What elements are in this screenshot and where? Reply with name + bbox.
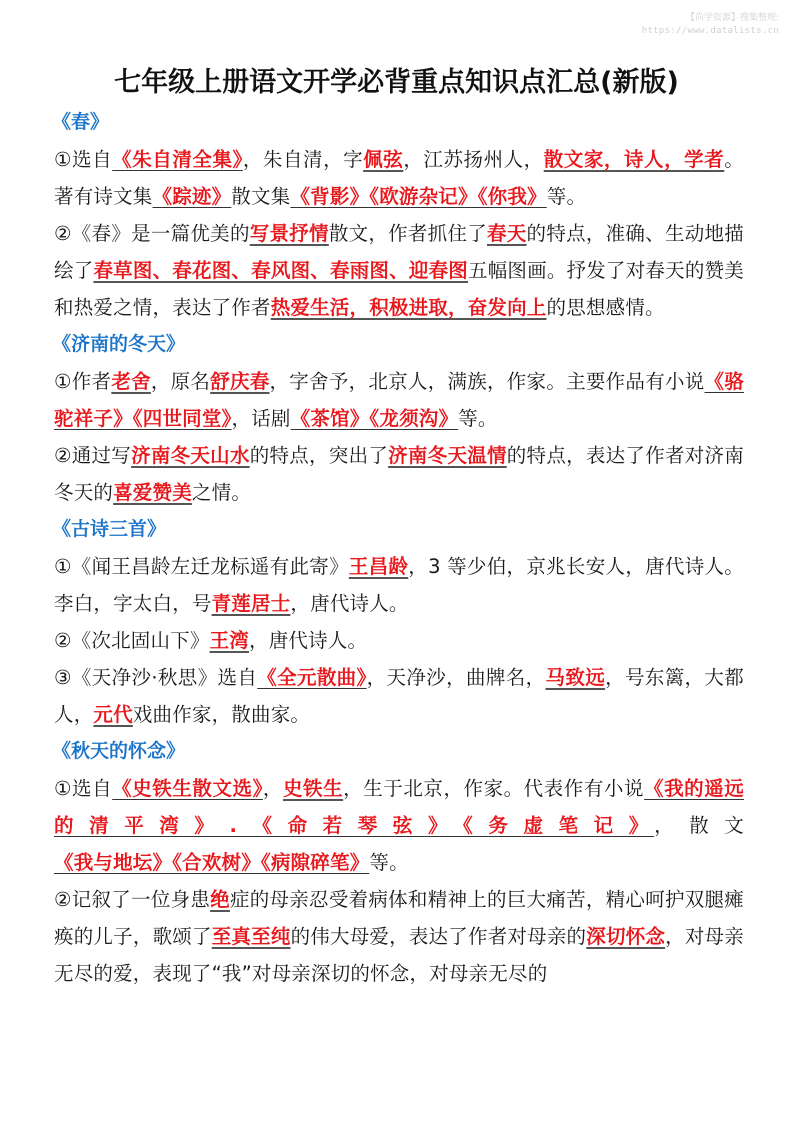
key-term: 散文家，诗人，学者	[543, 148, 725, 171]
watermark	[642, 12, 779, 38]
body-text: ①《闻王昌龄左迁龙标遥有此寄》	[54, 555, 349, 578]
key-term: 喜爱赞美	[113, 481, 192, 504]
body-text: ②记叙了一位身患	[54, 888, 211, 911]
knowledge-paragraph	[54, 659, 744, 733]
watermark-source: 【尚学资源】搜集整理:	[685, 13, 779, 23]
body-text: ，3 等少伯，京兆长安人，唐代诗人。李白，字太白，号	[54, 555, 744, 615]
key-term: 《史铁生散文选》	[112, 777, 263, 800]
body-text: 的思想感情。	[546, 296, 665, 319]
body-text: 。著有诗文集	[54, 148, 744, 208]
body-text: 散文，作者抓住了	[328, 222, 487, 245]
key-term: 王昌龄	[348, 555, 409, 578]
body-text: ②《春》是一篇优美的	[54, 222, 250, 245]
fill-blank	[112, 777, 263, 800]
body-text: ，天净沙，曲牌名，	[366, 666, 546, 689]
key-term: 《踪迹》	[152, 185, 232, 208]
fill-blank	[290, 185, 546, 208]
body-text: ，	[262, 777, 283, 800]
knowledge-paragraph	[54, 437, 744, 511]
body-text: ①作者	[54, 370, 112, 393]
body-text: 之情。	[191, 481, 252, 504]
body-text: ，字舍予，北京人，满族，作家。主要作品有小说	[269, 370, 705, 393]
key-term: 元代	[93, 703, 133, 726]
section-heading: 《古诗三首》	[52, 518, 167, 540]
key-term: 舒庆春	[210, 370, 270, 393]
section-heading: 《春》	[52, 111, 110, 133]
section-heading: 《济南的冬天》	[52, 333, 186, 355]
body-text: 的特点，表达了作者对济南冬天的	[54, 444, 744, 504]
knowledge-paragraph	[54, 141, 744, 215]
body-text: ，生于北京，作家。代表作有小说	[343, 777, 645, 800]
body-text: 等。	[458, 407, 498, 430]
body-text: ②《次北固山下》	[54, 629, 210, 652]
key-term: 深切怀念	[586, 925, 666, 948]
section-heading: 《秋天的怀念》	[52, 740, 186, 762]
body-text: 等。	[546, 185, 587, 208]
key-term: 《朱自清全集》	[112, 148, 243, 171]
key-term: 《骆驼祥子》《四世同堂》	[54, 370, 744, 430]
body-text: 五幅图画。抒发了对春天的赞美和热爱之情，表达了作者	[54, 259, 744, 319]
body-text: 症的母亲忍受着病体和精神上的巨大痛苦，精心呵护双腿瘫痪的儿子，歌颂了	[54, 888, 744, 948]
body-text: ①选自	[54, 777, 113, 800]
key-term: 《全元散曲》	[257, 666, 367, 689]
body-text: ，唐代诗人。	[290, 592, 409, 615]
body-text: 戏曲作家，散曲家。	[132, 703, 311, 726]
body-text: 的特点，突出了	[249, 444, 389, 467]
fill-blank	[291, 407, 459, 430]
body-text: 的伟大母爱，表达了作者对母亲的	[290, 925, 587, 948]
knowledge-paragraph	[54, 215, 744, 326]
key-term: 济南冬天山水	[131, 444, 250, 467]
key-term: 《我与地坛》《合欢树》《病隙碎笔》	[54, 851, 370, 874]
key-term: 春天	[487, 222, 527, 245]
body-text: ，朱自清，字	[242, 148, 364, 171]
key-term: 热爱生活，积极进取，奋发向上	[270, 296, 547, 319]
key-term: 马致远	[545, 666, 606, 689]
key-term: 至真至纯	[211, 925, 291, 948]
body-text: ，原名	[150, 370, 211, 393]
key-term: 写景抒情	[249, 222, 329, 245]
key-term: 史铁生	[282, 777, 344, 800]
body-text: ，唐代诗人。	[249, 629, 368, 652]
body-text: ②通过写	[54, 444, 132, 467]
key-term: 春草图、春花图、春风图、春雨图、迎春图	[93, 259, 468, 282]
key-term: 青莲居士	[211, 592, 291, 615]
body-text: ③《天净沙·秋思》选自	[54, 666, 258, 689]
key-term: 济南冬天温情	[388, 444, 507, 467]
knowledge-paragraph	[54, 770, 744, 881]
key-term: 佩弦	[363, 148, 404, 171]
key-term: 王湾	[209, 629, 249, 652]
body-text: ，散文	[654, 814, 744, 837]
body-text: ，号东篱，大都人，	[54, 666, 744, 726]
key-term: 《茶馆》《龙须沟》	[290, 407, 459, 430]
body-text: ，对母亲无尽的爱，表现了“我”对母亲深切的怀念，对母亲无尽的	[54, 925, 744, 985]
knowledge-paragraph	[54, 622, 744, 659]
body-text: 等。	[369, 851, 409, 874]
document-body	[54, 104, 744, 992]
key-term: 老舍	[111, 370, 151, 393]
fill-blank	[112, 148, 243, 171]
body-text: 散文集	[231, 185, 291, 208]
page-title: 七年级上册语文开学必背重点知识点汇总(新版)	[114, 67, 679, 98]
body-text: ，江苏扬州人，	[403, 148, 544, 171]
body-text: ①选自	[54, 148, 113, 171]
knowledge-paragraph	[54, 363, 744, 437]
knowledge-paragraph	[54, 881, 744, 992]
key-term: 绝	[210, 888, 230, 911]
key-term: 《背影》《欧游杂记》《你我》	[290, 185, 547, 208]
body-text: 的特点，准确、生动地描绘了	[54, 222, 744, 282]
fill-blank	[153, 185, 232, 208]
fill-blank	[54, 851, 369, 874]
body-text: ，话剧	[231, 407, 291, 430]
knowledge-paragraph	[54, 548, 744, 622]
watermark-url: https://www.datalists.cn	[641, 26, 779, 36]
fill-blank	[257, 666, 366, 689]
key-term: 《我的遥远的清平湾》.《命若琴弦》《务虚笔记》	[54, 777, 744, 837]
